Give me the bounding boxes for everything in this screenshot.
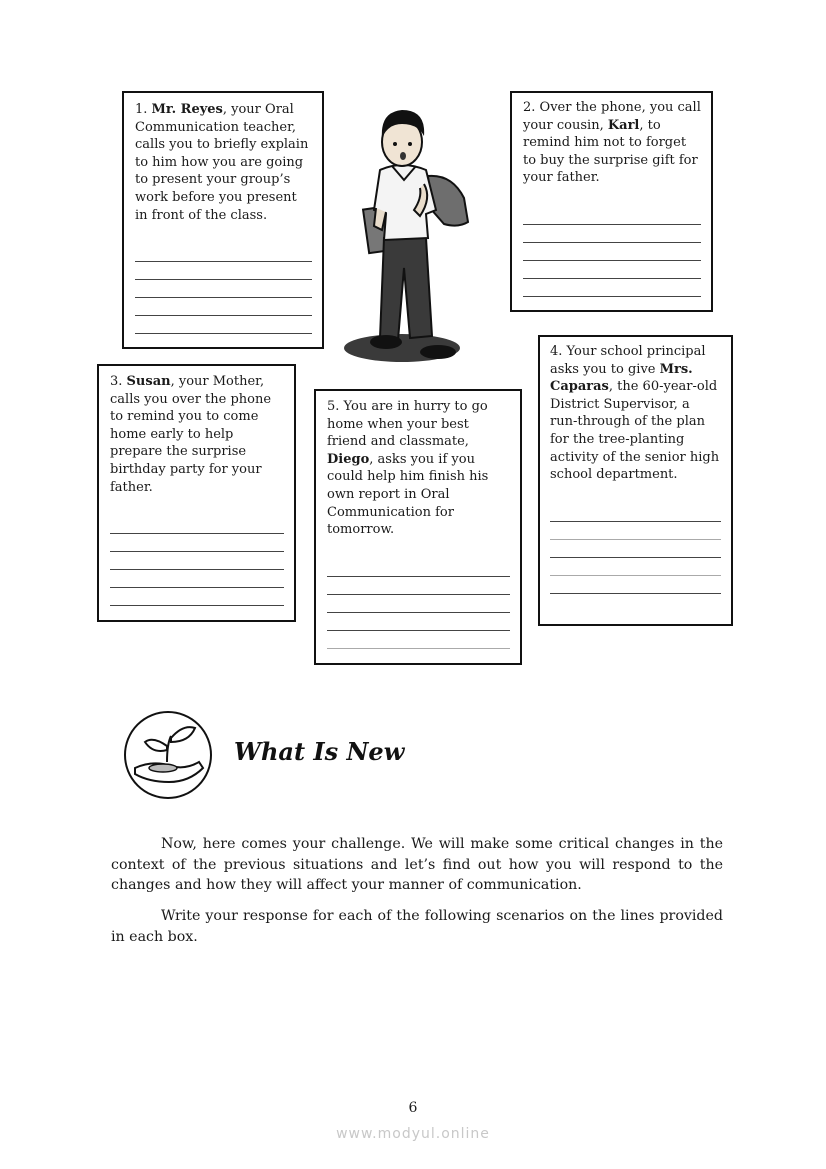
answer-lines[interactable] (523, 207, 701, 297)
section-title: What Is New (234, 737, 405, 766)
scenario-text: 5. You are in hurry to go home when your best friend and classmate, Diego, asks you if you could help him finish his own report in Oral Communication for tomorrow. (327, 399, 489, 538)
answer-lines[interactable] (110, 516, 284, 606)
scenario-text: 1. Mr. Reyes, your Oral Communication teacher, calls you to briefly explain to him how you are going to present your group’s work before you present in front of the class. (135, 102, 309, 223)
scenario-text: 2. Over the phone, you call your cousin, Karl, to remind him not to forget to buy the surprise gift for your father. (523, 100, 701, 186)
intro-paragraph: Now, here comes your challenge. We will make some critical changes in the context of the previous situations and let’s find out how you will respond to the changes and how they will affect your manner of communication. (111, 836, 723, 894)
scenario-text: 3. Susan, your Mother, calls you over the phone to remind you to come home early to help prepare the surprise birthday party for your father. (110, 374, 272, 495)
seedling-in-hand-icon (123, 710, 213, 800)
answer-lines[interactable] (135, 244, 312, 334)
instruction-paragraph: Write your response for each of the following scenarios on the lines provided in each box. (111, 908, 723, 945)
answer-lines[interactable] (327, 559, 510, 649)
scenario-box-2 (510, 91, 713, 312)
scenario-box-1 (122, 91, 324, 349)
scenario-text: 4. Your school principal asks you to give Mrs. Caparas, the 60-year-old District Supervisor, a run-through of the plan for the tree-planting activity of the senior high school department. (550, 344, 720, 483)
watermark: www.modyul.online (336, 1126, 490, 1142)
answer-lines[interactable] (550, 504, 721, 594)
scenario-box-4 (538, 335, 733, 626)
student-illustration (340, 98, 475, 370)
page-number: 6 (408, 1100, 418, 1116)
scenario-box-3 (97, 364, 296, 622)
scenario-box-5 (314, 389, 522, 665)
